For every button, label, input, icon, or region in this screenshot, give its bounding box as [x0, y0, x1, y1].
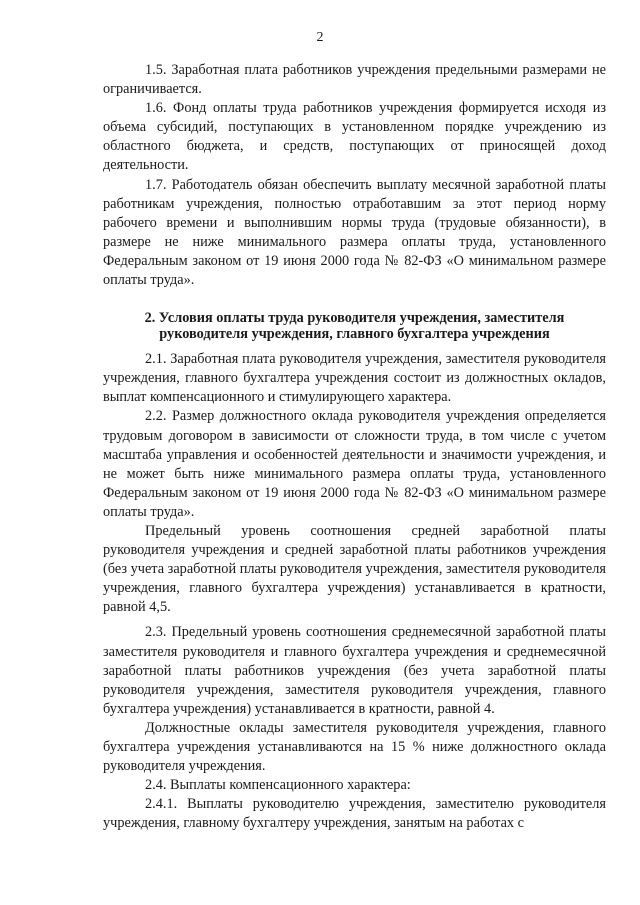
paragraph-1-6: 1.6. Фонд оплаты труда работников учреждения формируется исходя из объема субсидий, поступающих в установленном порядке учреждению из областного бюджета, и средств, поступающих от приносящей доход деятельности. [103, 100, 606, 174]
paragraph-2-3-salaries: Должностные оклады заместителя руководителя учреждения, главного бухгалтера учреждения устанавливаются на 15 % ниже должностного оклада руководителя учреждения. [103, 719, 606, 775]
section-2-heading: 2. Условия оплаты труда руководителя учреждения, заместителя руководителя учреждения, главного бухгалтера учреждения [144, 310, 565, 343]
paragraph-1-7: 1.7. Работодатель обязан обеспечить выплату месячной заработной платы работникам учреждения, полностью отработавшим за этот период норму рабочего времени и выполнившим нормы труда (трудовые обязанности), в размере не ниже минимального размера оплаты труда, установленного Федеральным законом от 19 июня 2000 года № 82-ФЗ «О минимальном размере оплаты труда». [103, 176, 606, 289]
paragraph-2-3: 2.3. Предельный уровень соотношения среднемесячной заработной платы заместителя руководителя и главного бухгалтера учреждения и среднемесячной заработной платы работников учреждения (без учета заработной платы руководителя учреждения, заместителя руководителя учреждения, главного бухгалтера учреждения) устанавливается в кратности, равной 4. [103, 624, 606, 717]
paragraph-2-4-1: 2.4.1. Выплаты руководителю учреждения, заместителю руководителя учреждения, главному бухгалтеру учреждения, занятым на работах с [103, 796, 606, 832]
page-number: 2 [316, 30, 324, 45]
paragraph-2-1: 2.1. Заработная плата руководителя учреждения, заместителя руководителя учреждения, главного бухгалтера учреждения состоит из должностных окладов, выплат компенсационного и стимулирующего характера. [103, 351, 606, 406]
paragraph-2-2: 2.2. Размер должностного оклада руководителя учреждения определяется трудовым договором в зависимости от сложности труда, в том числе с учетом масштаба управления и особенностей деятельности и значимости учреждения, и не может быть ниже минимального размера оплаты труда, установленного Федеральным законом от 19 июня 2000 года № 82-ФЗ «О минимальном размере оплаты труда». [103, 408, 606, 520]
paragraph-2-2-ratio: Предельный уровень соотношения средней заработной платы руководителя учреждения и средней заработной платы работников учреждения (без учета заработной платы руководителя учреждения, заместителя руководителя учреждения, главного бухгалтера учреждения) устанавливается в кратности, равной 4,5. [103, 522, 606, 616]
document-body [103, 61, 606, 833]
paragraph-2-4: 2.4. Выплаты компенсационного характера: [145, 777, 411, 794]
paragraph-1-5: 1.5. Заработная плата работников учреждения предельными размерами не ограничивается. [103, 62, 606, 98]
